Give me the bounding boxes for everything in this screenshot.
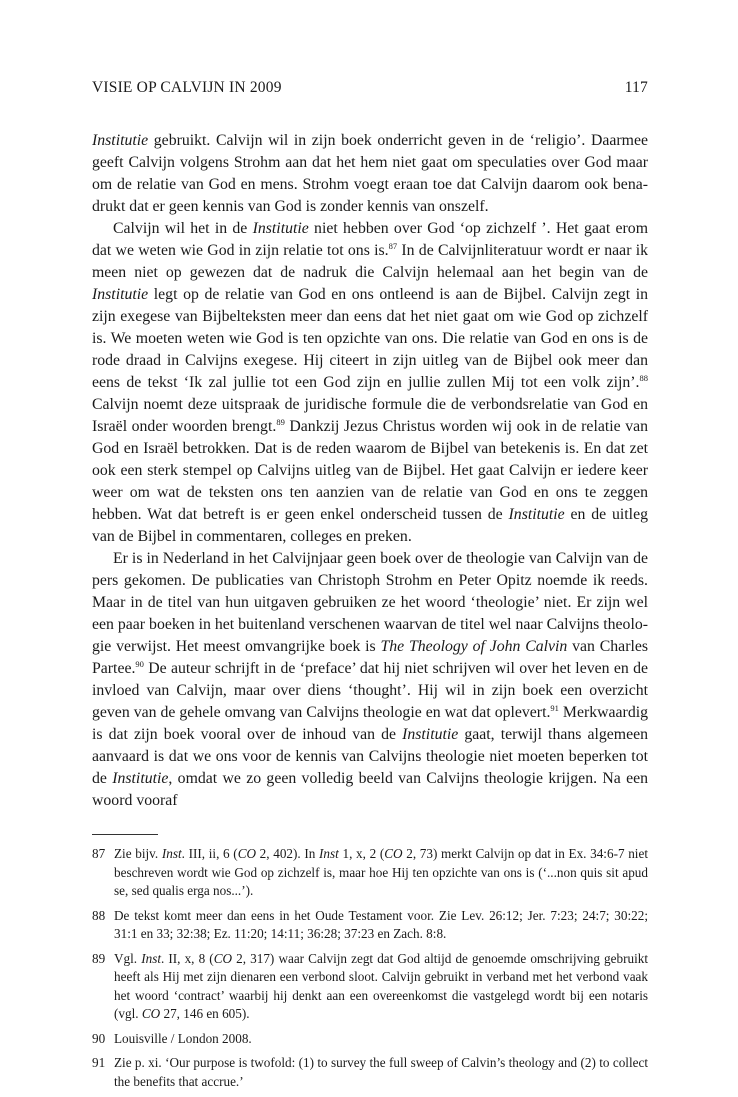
footnote — [92, 950, 648, 1024]
text-run: Vgl. — [114, 950, 142, 966]
text-run: 2, 73) merkt Calvijn op dat in Ex. 34:6-7 niet beschreven wordt wie God op zichzelf is, maar hoe Hij ten opzichte van ons is (‘...non quis sit apud se, sed qualis erga nos...’). — [114, 846, 648, 898]
footnote-number: 88 — [92, 907, 106, 923]
footnote-text — [114, 845, 648, 901]
italic-text: CO — [141, 1006, 161, 1021]
text-run: 1, x, 2 ( — [338, 846, 385, 861]
footnote-text — [114, 1030, 648, 1049]
text-run: De tekst komt meer dan eens in het Oude Testament voor. Zie Lev. 26:12; Jer. 7:23; 24:7; 30:22; 31:1 en 33; 32:38; Ez. 11:20; 14:11; 36:28; 37:23 en Zach. 8:8. — [114, 907, 648, 941]
text-run: Louisville / London 2008. — [114, 1030, 252, 1046]
footnote-number: 89 — [92, 950, 106, 966]
text-run: gaat, terwijl thans algemeen aanvaard is dat we ons voor de kennis van Calvijns theologie niet moeten beperken tot de — [92, 726, 649, 787]
italic-text: Institutie — [92, 286, 149, 303]
footnote — [92, 1054, 648, 1091]
italic-text: Institutie — [402, 726, 459, 743]
running-title: VISIE OP CALVIJN IN 2009 — [92, 79, 282, 96]
footnote — [92, 845, 648, 901]
italic-text: Institutie — [112, 770, 169, 787]
text-run: Calvijn wil het in de — [113, 220, 253, 237]
italic-text: The Theology of John Calvin — [380, 638, 568, 655]
footnote — [92, 1030, 648, 1049]
text-run: Zie bijv. — [114, 846, 162, 861]
text-run: Merkwaardig is dat zijn boek vooral over de inhoud van de — [92, 704, 649, 743]
running-header — [92, 78, 648, 98]
paragraph — [92, 218, 648, 548]
text-run: Calvijn noemt deze uitspraak de juridische formule die de verbondsrelatie van God en Israël onder woorden brengt. — [92, 396, 648, 435]
text-run: . II, x, 8 ( — [160, 950, 214, 966]
italic-text: Inst — [161, 846, 182, 861]
footnote-text — [114, 950, 648, 1024]
text-run: legt op de relatie van God en ons ontleend is aan de Bijbel. Calvijn zegt in zijn exegese van Bijbelteksten meer dan eens dat het niet gaat om wie God op zichzelf is. We moeten weten wie God is ten opzichte van ons. Die relatie van God en ons is de rode draad in Calvijns exegese. Hij citeert in zijn uitleg van de Bijbel ook meer dan eens de tekst ‘Ik zal jullie tot een God zijn en jullie zullen Mij tot een volk zijn’. — [92, 286, 648, 391]
text-run: 2, 317) waar Calvijn zegt dat God altijd de genoemde omschrijving gebruikt heeft als Hij met zijn dienaren een verbond sloot. Calvijn gebruikt in verband met het verbond vaak het woord ‘contract’ waarbij hij denkt aan een overeenkomst die vastgelegd wordt bij een notaris (vgl. — [114, 950, 648, 1021]
italic-text: CO — [384, 846, 403, 861]
text-run: niet hebben over God ‘op zichzelf ’. Het gaat erom dat we weten wie God in zijn relatie tot ons is. — [92, 220, 648, 259]
footnote-ref: 87 — [388, 241, 398, 251]
footnote-number: 91 — [92, 1055, 106, 1070]
text-run: , omdat we zo geen volledig beeld van Calvijns theologie krijgen. Na een woord vooraf — [92, 770, 649, 809]
italic-text: Inst — [141, 950, 161, 966]
footnote-divider — [92, 834, 158, 835]
body-text — [92, 130, 648, 812]
text-run: De auteur schrijft in de ‘preface’ dat hij niet schrijven wil over het leven en de invloed van Calvijn, maar over diens ‘thought’. Hij wil in zijn boek een overzicht geven van de gehele omvang van Calvijns theologie en wat dat oplevert. — [92, 660, 648, 721]
text-run: Dankzij Jezus Christus worden wij ook in de relatie van God en Israël betrokken. Dat is de reden waarom de Bijbel van betekenis is. En dat zet ook een sterk stempel op Calvijns uitleg van de Bijbel. Het gaat Calvijn er iedere keer weer om wat de teksten ons ten aanzien van de relatie van God en ons te zeggen hebben. Wat dat betreft is er geen enkel onderscheid tussen de — [92, 418, 648, 523]
italic-text: Institutie — [252, 220, 309, 237]
text-run: van Charles Partee. — [92, 638, 648, 677]
text-run: 27, 146 en 605). — [160, 1006, 250, 1021]
footnote-ref: 91 — [550, 703, 559, 713]
italic-text: CO — [213, 950, 233, 966]
book-page — [92, 78, 648, 1097]
text-run: . III, ii, 6 ( — [181, 846, 238, 861]
text-run: 2, 402). In — [256, 846, 320, 861]
footnote-number: 87 — [92, 846, 106, 861]
footnote-text — [114, 1054, 648, 1091]
footnote-number: 90 — [92, 1030, 106, 1046]
footnotes — [92, 845, 648, 1091]
italic-text: Institutie — [92, 132, 149, 149]
paragraph — [92, 130, 648, 218]
text-run: Er is in Nederland in het Calvijnjaar geen boek over de theologie van Calvijn van de pers gekomen. De publicaties van Christoph Strohm en Peter Opitz noemde ik reeds. Maar in de titel van hun uitgaven gebruiken ze het woord ‘theologie’ niet. Er zijn wel een paar boeken in het buitenland verschenen waarvan de titel wel naar Calvijns theologie verwijst. Het meest omvangrijke boek is — [92, 550, 648, 655]
text-run: In de Calvijnliteratuur wordt er naar ik meen niet op gewezen dat de nadruk die Calvijn helemaal aan het begin van de — [92, 242, 649, 281]
italic-text: Institutie — [508, 506, 565, 523]
paragraph — [92, 548, 648, 812]
footnote-ref: 90 — [135, 659, 144, 669]
page-number: 117 — [624, 79, 648, 96]
italic-text: CO — [237, 846, 257, 861]
footnote-text — [114, 907, 648, 944]
text-run: en de uitleg van de Bijbel in commentaren, colleges en preken. — [92, 506, 648, 545]
footnote-ref: 89 — [276, 417, 285, 427]
footnote — [92, 907, 648, 944]
text-run: Zie p. xi. ‘Our purpose is twofold: (1) to survey the full sweep of Calvin’s theology and (2) to collect the benefits that accrue.’ — [114, 1055, 648, 1089]
footnote-ref: 88 — [639, 373, 648, 383]
italic-text: Inst — [319, 846, 339, 861]
text-run: gebruikt. Calvijn wil in zijn boek onderricht geven in de ‘religio’. Daarmee geeft Calvijn volgens Strohm aan dat het hem niet gaat om speculaties over God maar om de relatie van God en mens. Strohm voegt eraan toe dat Calvijn daarom ook benadrukt dat er geen kennis van God is zonder kennis van onszelf. — [92, 132, 648, 215]
